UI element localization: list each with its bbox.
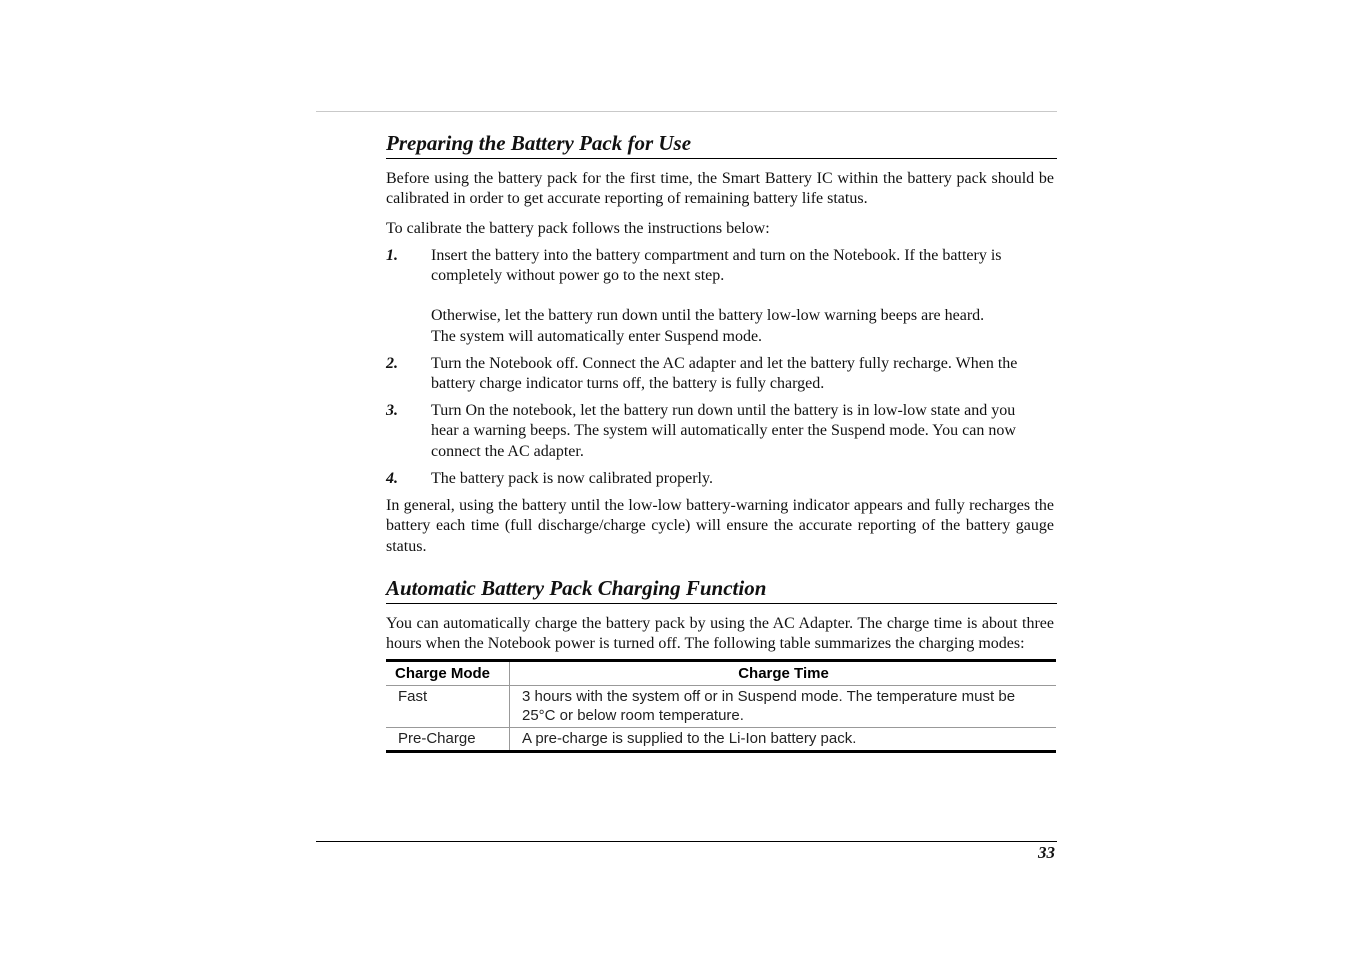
table-row <box>386 686 1056 728</box>
step-text: Turn On the notebook, let the battery run down until the battery is in low-low state and you hear a warning beeps. The system will automatically enter the Suspend mode. You can now connect the AC adapter. <box>431 402 1016 460</box>
charging-modes-table <box>386 659 1056 753</box>
step-number: 3. <box>386 402 398 420</box>
table-row <box>386 728 1056 752</box>
step-text: Insert the battery into the battery compartment and turn on the Notebook. If the battery is completely without power go to the next step. <box>431 246 1002 285</box>
step-4 <box>386 469 1057 489</box>
step-text: The battery pack is now calibrated properly. <box>431 469 713 487</box>
table-header-row <box>386 661 1056 686</box>
charging-intro: You can automatically charge the battery pack by using the AC Adapter. The charge time is about three hours when the Notebook power is turned off. The following table summarizes the charging modes: <box>386 614 1054 653</box>
section-title-preparing-battery: Preparing the Battery Pack for Use <box>386 129 1057 159</box>
table-cell: A pre-charge is supplied to the Li-Ion battery pack. <box>522 730 857 748</box>
header-rule <box>316 111 1057 112</box>
step-3 <box>386 401 1057 462</box>
step-text: The system will automatically enter Suspend mode. <box>431 327 763 345</box>
step-number: 2. <box>386 354 398 372</box>
step-number: 1. <box>386 246 398 264</box>
section-title-auto-charging: Automatic Battery Pack Charging Function <box>386 574 1057 604</box>
table-cell: Pre-Charge <box>386 728 510 752</box>
page-number: 33 <box>1038 843 1055 862</box>
calibrate-lead: To calibrate the battery pack follows the instructions below: <box>386 219 770 237</box>
table-cell: 3 hours with the system off or in Suspend mode. The temperature must be 25°C or below room temperature. <box>510 686 1057 728</box>
page-content <box>386 129 1057 753</box>
step-text: Otherwise, let the battery run down until the battery low-low warning beeps are heard. <box>431 307 985 325</box>
step-text: Turn the Notebook off. Connect the AC adapter and let the battery fully recharge. When the battery charge indicator turns off, the battery is fully charged. <box>431 354 1018 392</box>
column-header: Charge Mode <box>386 661 510 686</box>
closing-paragraph: In general, using the battery until the low-low battery-warning indicator appears and fully recharges the battery each time (full discharge/charge cycle) will ensure the accurate reporting of the battery gauge status. <box>386 496 1054 555</box>
column-header: Charge Time <box>510 661 1057 686</box>
table-cell: Fast <box>386 686 510 728</box>
step-number: 4. <box>386 469 398 487</box>
footer-rule <box>316 841 1057 842</box>
step-1 <box>386 246 1057 347</box>
step-2 <box>386 354 1057 394</box>
calibration-steps <box>386 246 1057 489</box>
intro-paragraph: Before using the battery pack for the first time, the Smart Battery IC within the battery pack should be calibrated in order to get accurate reporting of remaining battery life status. <box>386 170 1054 208</box>
